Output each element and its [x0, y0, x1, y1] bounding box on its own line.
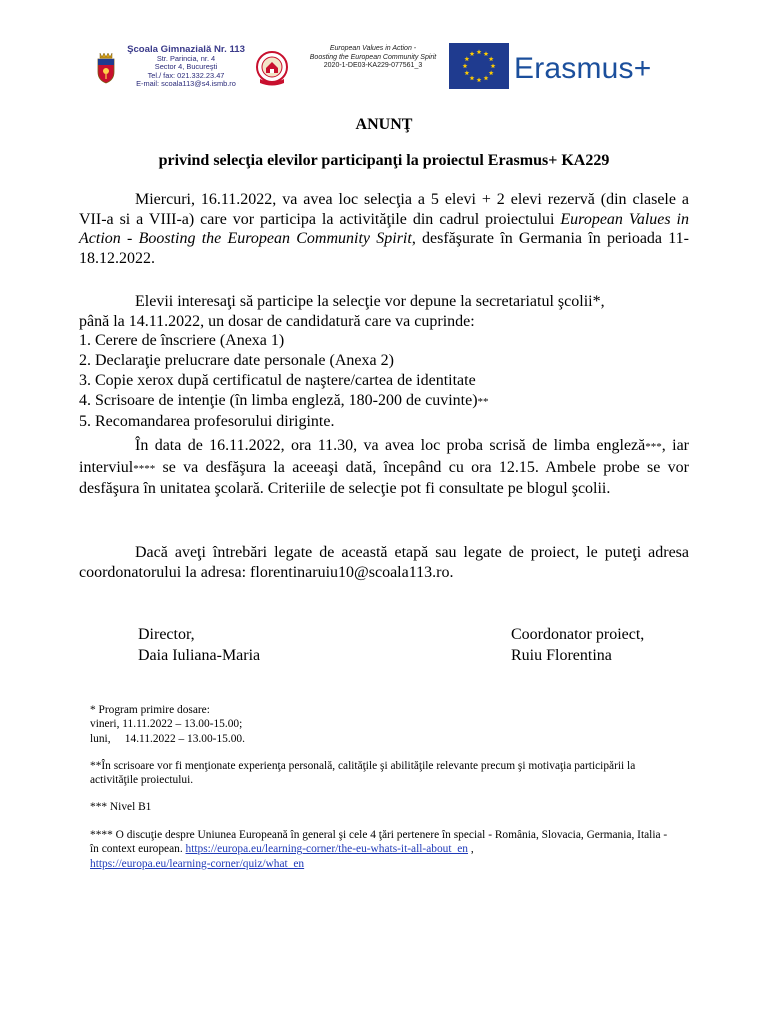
paragraph-2-intro-2: până la 14.11.2022, un dosar de candidatură care va cuprinde: [79, 312, 475, 330]
list-item: 3. Copie xerox după certificatul de naştere/cartea de identitate [79, 371, 476, 389]
project-title-line-2: Boosting the European Community Spirit [309, 53, 437, 61]
school-phone: Tel./ fax: 021.332.23.47 [147, 70, 225, 80]
document-title: ANUNŢ [355, 116, 413, 133]
eu-flag-icon [449, 43, 509, 89]
project-title-line-1: European Values in Action - [329, 45, 417, 52]
school-email: E-mail: scoala113@s4.ismb.ro [136, 79, 236, 89]
paragraph-2-intro-1: Elevii interesaţi să participe la selecţie vor depune la secretariatul şcolii*, [135, 293, 605, 310]
bucharest-crest-icon [95, 50, 117, 84]
school-contact-block [121, 44, 251, 89]
footnote-4-separator: , [467, 843, 474, 856]
footnote-english-level: *** Nivel B1 [90, 801, 152, 813]
director-role: Director, [138, 626, 195, 643]
document-subtitle: privind selecţia elevilor participanţi la proiectul Erasmus+ KA229 [158, 152, 610, 169]
footnote-mark: ** [477, 395, 489, 408]
project-name-italic: European Values in Action - Boosting the European Community Spirit [79, 210, 690, 248]
paragraph-exam-schedule [79, 436, 689, 499]
eu-quiz-link[interactable]: https://europa.eu/learning-corner/quiz/what_en [90, 857, 305, 870]
school-address-street: Str. Parincia, nr. 4 [156, 54, 216, 63]
coordinator-role: Coordonator proiect, [511, 626, 645, 643]
footnote-4-text: **** O discuţie despre Uniunea Europeană în general şi cele 4 ţări pertenere în special - România, Slovacia, Germania, Italia - în context european. [90, 829, 668, 856]
paragraph-1-text: Miercuri, 16.11.2022, va avea loc selecţia a 5 elevi + 2 elevi rezervă (din clasele a VII-a si a VIII-a) care vor participa la activităţile din cadrul proiectului [79, 191, 689, 228]
school-logo-icon [255, 50, 289, 86]
coordinator-name: Ruiu Florentina [511, 647, 612, 664]
project-info-block [298, 45, 448, 71]
footnote-mark: *** [645, 441, 662, 453]
paragraph-4-text: Dacă aveţi întrebări legate de această etapă sau legate de proiect, le puteţi adresa coordonatorului la adresa: florentinaruiu10@scoala113.ro. [79, 544, 689, 581]
school-name: Şcoala Gimnazială Nr. 113 [127, 44, 245, 55]
eu-learning-corner-link[interactable]: https://europa.eu/learning-corner/the-eu-whats-it-all-about_en [185, 843, 468, 856]
paragraph-application-file [79, 292, 689, 432]
paragraph-3-text-1: În data de 16.11.2022, ora 11.30, va avea loc proba scrisă de limba engleză [135, 437, 646, 454]
list-item: 1. Cerere de înscriere (Anexa 1) [79, 332, 285, 350]
list-item: 5. Recomandarea profesorului diriginte. [79, 413, 335, 431]
project-code: 2020-1-DE03-KA229-077561_3 [323, 62, 423, 70]
footnote-submission-hours [90, 703, 675, 746]
signature-director [138, 624, 260, 666]
footnote-1-title: * Program primire dosare: [90, 704, 210, 716]
erasmus-plus-logo: Erasmus+ [514, 52, 652, 85]
footnote-interview-topic [90, 828, 675, 871]
paragraph-contact [79, 543, 689, 582]
list-item: 4. Scrisoare de intenţie (în limba engleză, 180-200 de cuvinte) [79, 391, 478, 409]
footnote-letter-content: **În scrisoare vor fi menţionate experienţa personală, calităţile şi abilităţile relevante precum şi motivaţia participării la activităţile proiectului. [90, 760, 636, 787]
signature-coordinator [511, 624, 644, 666]
paragraph-3-text-3: se va desfăşura la aceeaşi dată, începând cu ora 12.15. Ambele probe se vor desfăşura în unitatea şcolară. Criteriile de selecţie pot fi consultate pe blogul şcolii. [79, 458, 689, 498]
footnote-1-line-2: luni, 14.11.2022 – 13.00-15.00. [90, 732, 245, 745]
director-name: Daia Iuliana-Maria [138, 647, 261, 664]
paragraph-1-text-end: , desfăşurate în Germania în perioada 11-18.12.2022. [79, 230, 689, 268]
footnote-mark: **** [133, 462, 156, 475]
paragraph-selection-date [79, 190, 689, 269]
list-item-with-mark [79, 391, 689, 413]
list-item: 2. Declaraţie prelucrare date personale (Anexa 2) [79, 352, 394, 370]
letterhead [0, 0, 768, 108]
school-address-district: Sector 4, Bucureşti [154, 62, 218, 72]
paragraph-3-text-2: , iar interviul [79, 437, 690, 476]
footnote-1-line-1: vineri, 11.11.2022 – 13.00-15.00; [90, 718, 243, 731]
